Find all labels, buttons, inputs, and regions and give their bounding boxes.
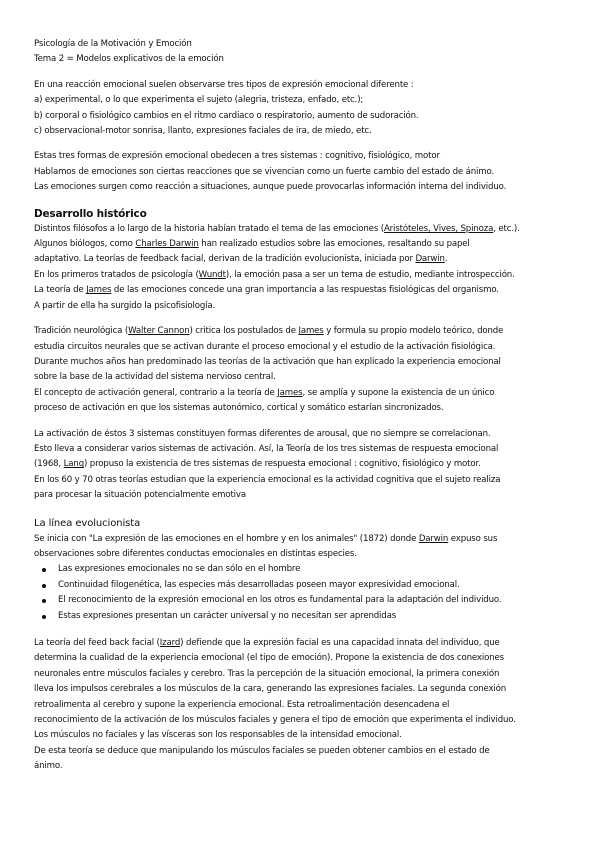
- section-heading-evolucionista: La línea evolucionista: [34, 517, 141, 529]
- list-item: Continuidad filogenética, las especies más desarrolladas poseen mayor expresividad emocional.: [58, 578, 570, 593]
- intro-block-2: [34, 149, 570, 195]
- link-james[interactable]: James: [277, 387, 303, 398]
- intro-line: Hablamos de emociones son ciertas reacciones que se vivencian como un fuerte cambio del estado de ánimo.: [34, 166, 495, 177]
- historico-paragraph-1: Distintos filósofos a lo largo de la historia habían tratado el tema de las emociones (Aristóteles, Vives, Spinoza, etc.). Algunos biólogos, como Charles Darwin han realizado estudios sobre las emociones, resaltando su papel adaptativo. La teorías de feedback facial, derivan de la tradición evolucionista, iniciada por Darwin. En los primeros tratados de psicología (Wundt), la emoción pasa a ser un tema de estudio, mediante introspección. La teoría de James de las emociones concede una gran importancia a las respuestas fisiológicas del organismo. A partir de ella ha surgido la psicofisiología.: [34, 223, 520, 311]
- section-heading-historico: Desarrollo histórico: [34, 207, 147, 220]
- evolucionista-paragraph-2: La teoría del feed back facial (Izard) defiende que la expresión facial es una capacidad innata del individuo, que determina la cualidad de la experiencia emocional (el tipo de emoción). Propone la existencia de dos conexiones neuronales entre músculos faciales y cerebro. Tras la percepción de la situación emocional, la primera conexión lleva los impulsos cerebrales a los músculos de la cara, generando las expresiones faciales. La segunda conexión retroalimenta al cerebro y supone la experiencia emocional. Esta retroalimentación desencadena el reconocimiento de la activación de los músculos faciales y genera el tipo de emoción que experimenta el individuo. Los músculos no faciales y las vísceras son los responsables de la intensidad emocional. De esta teoría se deduce que manipulando los músculos faciales se pueden obtener cambios en el estado de ánimo.: [34, 638, 516, 772]
- historico-paragraph-2: Tradición neurológica (Walter Cannon) critica los postulados de James y formula su propio modelo teórico, donde estudia circuitos neurales que se activan durante el proceso emocional y el estudio de la activación fisiológica. Durante muchos años han predominado las teorías de la activación que han explicado la experiencia emocional sobre la base de la actividad del sistema nervioso central. El concepto de activación general, contrario a la teoría de James, se amplía y supone la existencia de un único proceso de activación en que los sistemas autonómico, cortical y somático estarían sincronizados.: [34, 326, 504, 414]
- intro-line: c) observacional-motor sonrisa, llanto, expresiones faciales de ira, de miedo, etc.: [34, 126, 372, 137]
- link-philosophers[interactable]: Aristóteles, Vives, Spinoza: [383, 223, 494, 234]
- intro-line: Las emociones surgen como reacción a situaciones, aunque puede provocarlas información interna del individuo.: [34, 182, 507, 193]
- evolucionista-paragraph-1: Se inicia con "La expresión de las emociones en el hombre y en los animales" (1872) donde Darwin expuso sus observaciones sobre diferentes conductas emocionales en distintas especies.: [34, 533, 498, 559]
- link-james[interactable]: James: [298, 326, 324, 337]
- course-title: Psicología de la Motivación y Emoción: [34, 39, 192, 49]
- bullet-list: [34, 562, 570, 624]
- intro-line: a) experimental, o lo que experimenta el sujeto (alegria, tristeza, enfado, etc.);: [34, 95, 364, 106]
- topic-title: Tema 2 = Modelos explicativos de la emoción: [34, 54, 224, 65]
- list-item: El reconocimiento de la expresión emocional en los otros es fundamental para la adaptación del individuo.: [58, 593, 570, 608]
- list-item: Estas expresiones presentan un carácter universal y no necesitan ser aprendidas: [58, 609, 570, 624]
- link-darwin[interactable]: Darwin: [415, 254, 445, 265]
- list-item: Las expresiones emocionales no se dan sólo en el hombre: [58, 562, 570, 577]
- historico-paragraph-3: La activación de éstos 3 sistemas constituyen formas diferentes de arousal, que no siempre se correlacionan. Esto lleva a considerar varios sistemas de activación. Así, la Teoría de los tres sistemas de respuesta emocional (1968, Lang) propuso la existencia de tres sistemas de respuesta emocional : cognitivo, fisiológico y motor. En los 60 y 70 otras teorías estudian que la experiencia emocional es la actividad cognitiva que el sujeto realiza para procesar la situación potencialmente emotiva: [34, 428, 501, 501]
- intro-block: [34, 78, 570, 140]
- link-izard[interactable]: Izard: [159, 638, 181, 648]
- intro-line: b) corporal o fisiológico cambios en el ritmo cardiaco o respiratorio, aumento de sudoración.: [34, 110, 419, 121]
- link-charles-darwin[interactable]: Charles Darwin: [135, 239, 199, 250]
- link-james[interactable]: James: [86, 285, 112, 296]
- link-wundt[interactable]: Wundt: [198, 269, 226, 280]
- intro-line: En una reacción emocional suelen observarse tres tipos de expresión emocional diferente :: [34, 79, 414, 90]
- link-walter-cannon[interactable]: Walter Cannon: [128, 326, 190, 337]
- intro-line: Estas tres formas de expresión emocional obedecen a tres sistemas : cognitivo, fisiológico, motor: [34, 151, 440, 162]
- link-lang[interactable]: Lang: [63, 459, 84, 470]
- link-darwin[interactable]: Darwin: [418, 533, 449, 544]
